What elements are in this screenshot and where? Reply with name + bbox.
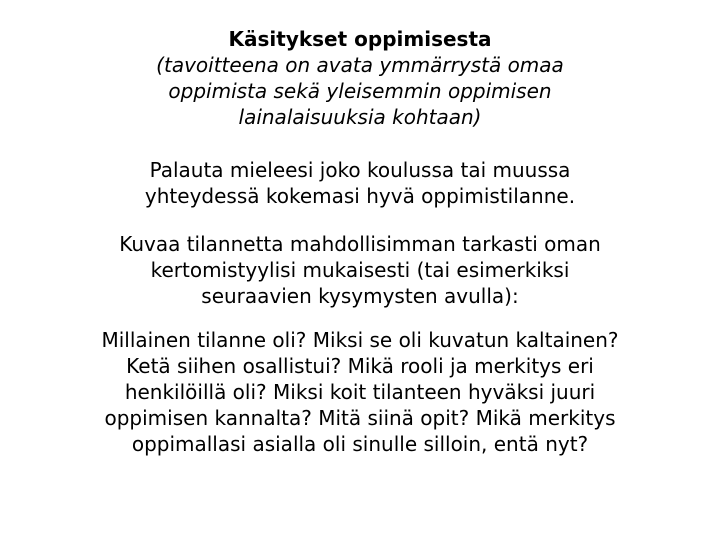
subtitle-line: oppimista sekä yleisemmin oppimisen (168, 79, 552, 103)
subtitle-line: (tavoitteena on avata ymmärrystä omaa (156, 53, 564, 77)
paragraph-describe (0, 231, 720, 309)
paragraph-recall (0, 157, 720, 209)
paragraph-line: yhteydessä kokemasi hyvä oppimistilanne. (144, 184, 576, 208)
slide-title: Käsitykset oppimisesta (228, 27, 492, 51)
subtitle-line: lainalaisuuksia kohtaan) (238, 105, 482, 129)
paragraph-line: Ketä siihen osallistui? Mikä rooli ja merkitys eri (126, 354, 594, 378)
paragraph-line: Palauta mieleesi joko koulussa tai muussa (149, 158, 571, 182)
paragraph-line: oppimisen kannalta? Mitä siinä opit? Mikä merkitys (104, 406, 616, 430)
paragraph-line: Millainen tilanne oli? Miksi se oli kuvatun kaltainen? (101, 328, 619, 352)
paragraph-line: seuraavien kysymysten avulla): (201, 284, 519, 308)
title-block (0, 26, 720, 130)
paragraph-questions (0, 327, 720, 457)
paragraph-line: oppimallasi asialla oli sinulle silloin, entä nyt? (131, 432, 589, 456)
paragraph-line: henkilöillä oli? Miksi koit tilanteen hyväksi juuri (124, 380, 596, 404)
paragraph-line: kertomistyylisi mukaisesti (tai esimerkiksi (150, 258, 570, 282)
paragraph-line: Kuvaa tilannetta mahdollisimman tarkasti oman (119, 232, 601, 256)
